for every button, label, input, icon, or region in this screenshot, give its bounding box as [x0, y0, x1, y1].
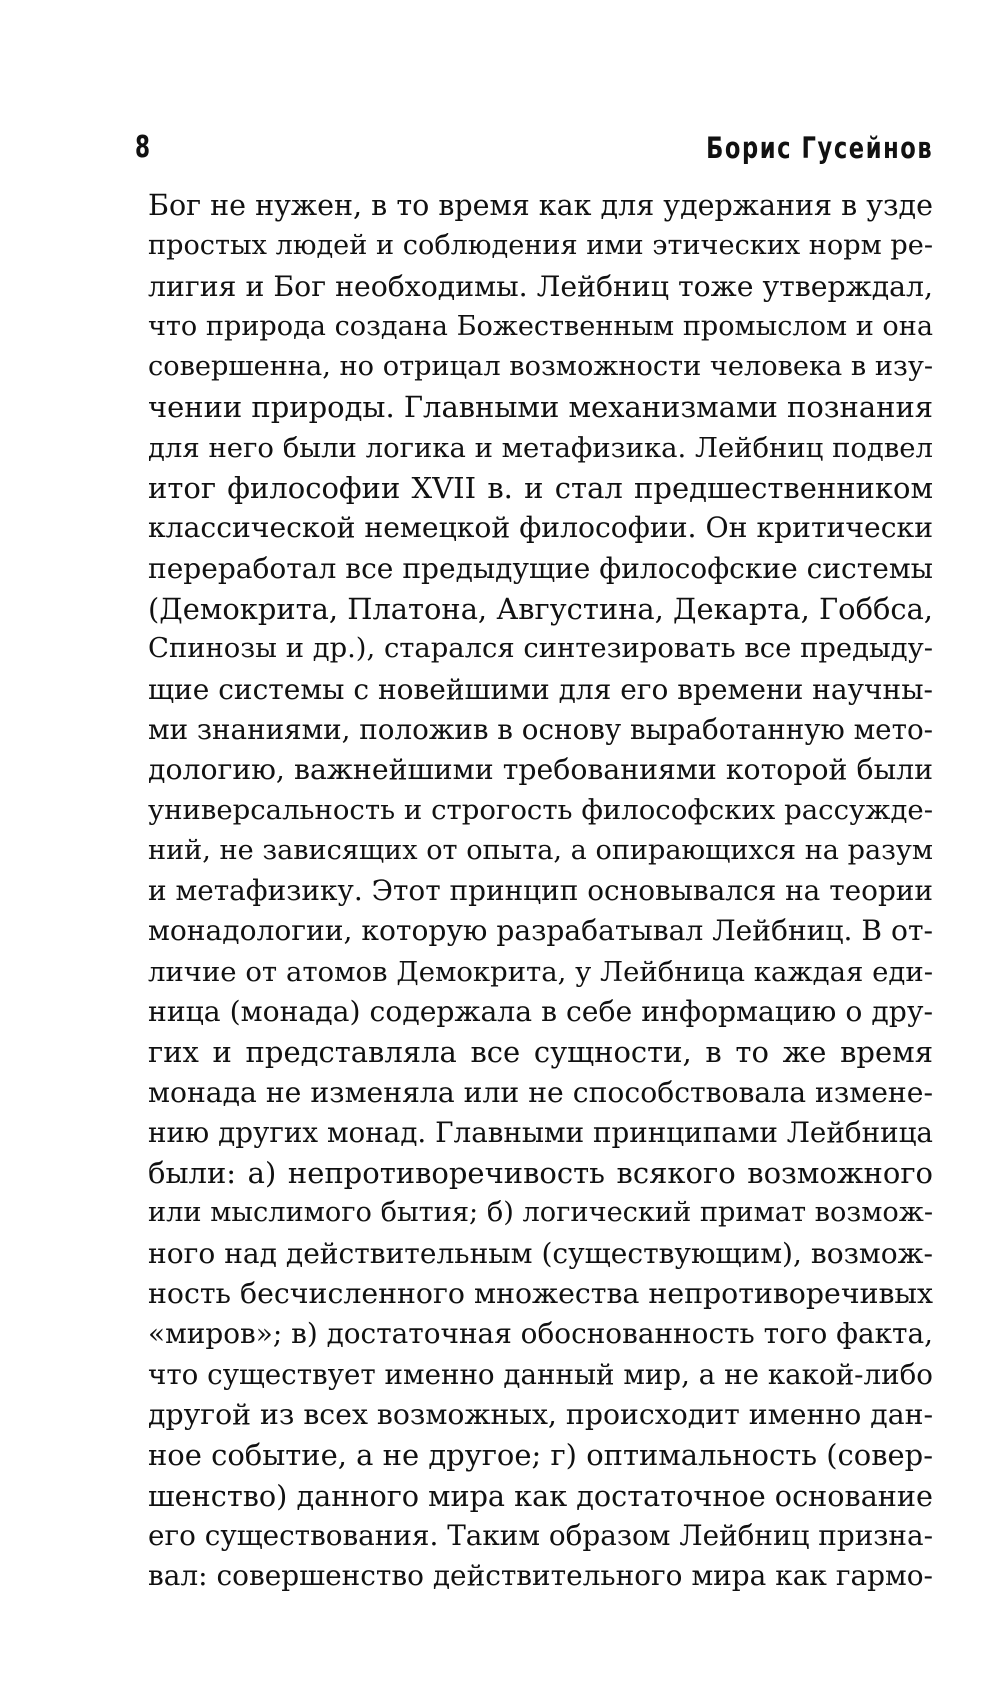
- text-line: монада не изменяла или не способствовала измене-: [148, 1075, 933, 1109]
- text-line: ница (монада) содержала в себе информацию о дру-: [148, 994, 933, 1028]
- text-line: что природа создана Божественным промыслом и она: [148, 310, 933, 342]
- text-line: и метафизику. Этот принцип основывался на теории: [148, 874, 933, 908]
- text-line: гих и представляла все сущности, в то же время: [148, 1035, 933, 1070]
- text-line: ность бесчисленного множества непротиворечивых: [148, 1277, 933, 1311]
- text-line: «миров»; в) достаточная обоснованность того факта,: [148, 1317, 933, 1351]
- text-line: нию других монад. Главными принципами Лейбница: [148, 1115, 933, 1149]
- text-line: итог философии XVII в. и стал предшественником: [148, 471, 933, 506]
- text-line: (Демокрита, Платона, Августина, Декарта, Гоббса,: [148, 591, 933, 626]
- text-line: что существует именно данный мир, а не какой-либо: [148, 1357, 933, 1391]
- text-line: щие системы с новейшими для его времени научны-: [148, 672, 933, 706]
- text-line: ний, не зависящих от опыта, а опирающихся на разум: [148, 834, 933, 866]
- text-line: дологию, важнейшими требованиями которой были: [148, 753, 933, 787]
- text-line: вал: совершенство действительного мира как гармо-: [148, 1559, 933, 1593]
- text-line: классической немецкой философии. Он критически: [148, 511, 933, 545]
- text-line: универсальность и строгость философских рассужде-: [148, 794, 933, 827]
- text-line: были: а) непротиворечивость всякого возможного: [148, 1156, 933, 1191]
- text-line: ного над действительным (существующим), возмож-: [148, 1236, 933, 1270]
- text-line: ное событие, а не другое; г) оптимальность (совер-: [148, 1438, 933, 1473]
- text-line: шенство) данного мира как достаточное основание: [148, 1478, 933, 1513]
- text-line: монадологии, которую разрабатывал Лейбниц. В от-: [148, 914, 933, 948]
- text-line: переработал все предыдущие философские системы: [148, 551, 933, 585]
- text-line: его существования. Таким образом Лейбниц призна-: [148, 1518, 933, 1552]
- text-line: лигия и Бог необходимы. Лейбниц тоже утверждал,: [148, 269, 933, 303]
- text-line: совершенна, но отрицал возможности человека в изу-: [148, 351, 933, 383]
- text-line: Бог не нужен, в то время как для удержания в узде: [148, 189, 933, 222]
- text-line: личие от атомов Демокрита, у Лейбница каждая еди-: [148, 955, 933, 988]
- text-line: чении природы. Главными механизмами познания: [148, 390, 933, 425]
- text-line: простых людей и соблюдения ими этических норм ре-: [148, 230, 933, 262]
- text-line: ми знаниями, положив в основу выработанную мето-: [148, 712, 933, 746]
- running-head-author: Борис Гусейнов: [705, 131, 933, 165]
- text-line: другой из всех возможных, происходит именно дан-: [148, 1397, 933, 1431]
- text-line: Спинозы и др.), старался синтезировать все предыду-: [148, 633, 933, 665]
- text-line: для него были логика и метафизика. Лейбниц подвел: [148, 431, 933, 464]
- page-number: 8: [135, 130, 151, 165]
- body-text: [148, 186, 933, 1596]
- page-header: [135, 128, 933, 172]
- text-line: или мыслимого бытия; б) логический примат возмож-: [148, 1197, 933, 1229]
